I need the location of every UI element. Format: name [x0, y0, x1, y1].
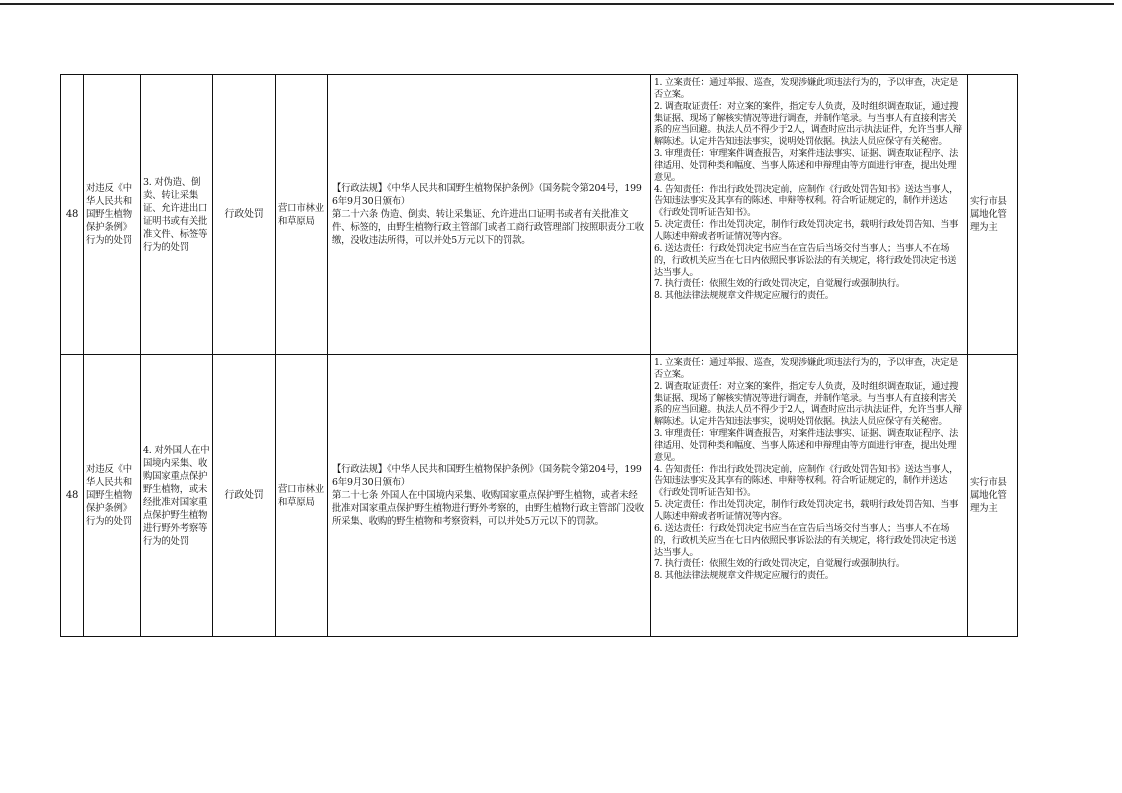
row-number: 48 [61, 355, 84, 637]
sub-item-name: 4. 对外国人在中国境内采集、收购国家重点保护野生植物，或未经批准对国家重点保护野生植物进行野外考察等行为的处罚 [141, 355, 213, 637]
top-rule [0, 3, 1114, 5]
table-row [61, 75, 1018, 355]
power-category: 行政处罚 [213, 355, 276, 637]
responsibility-item: 3. 审理责任：审理案件调查报告，对案件违法事实、证据、调查取证程序、法律适用、处罚种类和幅度、当事人陈述和申辩理由等方面进行审查，提出处理意见。 [654, 428, 959, 463]
responsibility-item: 4. 告知责任：作出行政处罚决定前，应制作《行政处罚告知书》送达当事人，告知违法事实及其享有的陈述、申辩等权利。符合听证规定的，制作并送达《行政处罚听证告知书》。 [654, 463, 959, 499]
power-item-name: 对违反《中华人民共和国野生植物保护条例》行为的处罚 [84, 75, 141, 355]
responsibility-item: 7. 执行责任：依照生效的行政处罚决定，自觉履行或强制执行。 [654, 558, 905, 570]
responsibility-item: 3. 审理责任：审理案件调查报告，对案件违法事实、证据、调查取证程序、法律适用、处罚种类和幅度、当事人陈述和申辩理由等方面进行审查，提出处理意见。 [654, 148, 959, 183]
legal-basis-article: 第二十六条 伪造、倒卖、转让采集证、允许进出口证明书或者有关批准文件、标签的，由野生植物行政主管部门或者工商行政管理部门按照职责分工收缴，没收违法所得，可以并处5万元以下的罚款。 [332, 209, 644, 246]
implementing-department: 营口市林业和草原局 [276, 355, 328, 637]
legal-basis [328, 355, 651, 637]
implementing-department: 营口市林业和草原局 [276, 75, 328, 355]
responsibility-item: 5. 决定责任：作出处罚决定，制作行政处罚决定书，载明行政处罚告知、当事人陈述申辩或者听证情况等内容。 [654, 499, 959, 522]
legal-basis-title: 【行政法规】《中华人民共和国野生植物保护条例》（国务院令第204号，1996年9月30日颁布） [332, 464, 642, 488]
power-list-table [60, 74, 1018, 637]
responsibility-item: 5. 决定责任：作出处罚决定，制作行政处罚决定书，载明行政处罚告知、当事人陈述申辩或者听证情况等内容。 [654, 219, 959, 242]
responsibility-item: 4. 告知责任：作出行政处罚决定前，应制作《行政处罚告知书》送达当事人，告知违法事实及其享有的陈述、申辩等权利。符合听证规定的，制作并送达《行政处罚听证告知书》。 [654, 183, 959, 219]
responsibility-list [651, 355, 968, 637]
responsibility-item: 8. 其他法律法规规章文件规定应履行的责任。 [654, 570, 834, 582]
row-number: 48 [61, 75, 84, 355]
responsibility-item: 6. 送达责任：行政处罚决定书应当在宣告后当场交付当事人；当事人不在场的，行政机关应当在七日内依照民事诉讼法的有关规定，将行政处罚决定书送达当事人。 [654, 522, 957, 558]
sub-item-name: 3. 对伪造、倒卖、转让采集证、允许进出口证明书或有关批准文件、标签等行为的处罚 [141, 75, 213, 355]
remark: 实行市县属地化管理为主 [968, 75, 1018, 355]
responsibility-item: 1. 立案责任：通过举报、巡查，发现涉嫌此项违法行为的，予以审查，决定是否立案。 [654, 357, 959, 380]
responsibility-item: 2. 调查取证责任：对立案的案件，指定专人负责，及时组织调查取证，通过搜集证据、现场了解核实情况等进行调查，并制作笔录。与当事人有直接利害关系的应当回避。执法人员不得少于2人，调查时应出示执法证件，允许当事人辩解陈述。认定并告知违法事实，说明处罚依据。执法人员应保守有关秘密。 [654, 380, 962, 428]
remark: 实行市县属地化管理为主 [968, 355, 1018, 637]
responsibility-item: 6. 送达责任：行政处罚决定书应当在宣告后当场交付当事人；当事人不在场的，行政机关应当在七日内依照民事诉讼法的有关规定，将行政处罚决定书送达当事人。 [654, 242, 957, 278]
power-item-name: 对违反《中华人民共和国野生植物保护条例》行为的处罚 [84, 355, 141, 637]
responsibility-item: 1. 立案责任：通过举报、巡查，发现涉嫌此项违法行为的，予以审查，决定是否立案。 [654, 77, 959, 100]
responsibility-item: 8. 其他法律法规规章文件规定应履行的责任。 [654, 290, 834, 302]
responsibility-list [651, 75, 968, 355]
responsibility-item: 2. 调查取证责任：对立案的案件，指定专人负责，及时组织调查取证，通过搜集证据、现场了解核实情况等进行调查，并制作笔录。与当事人有直接利害关系的应当回避。执法人员不得少于2人，调查时应出示执法证件，允许当事人辩解陈述。认定并告知违法事实，说明处罚依据。执法人员应保守有关秘密。 [654, 100, 962, 148]
legal-basis-article: 第二十七条 外国人在中国境内采集、收购国家重点保护野生植物，或者未经批准对国家重点保护野生植物进行野外考察的，由野生植物行政主管部门没收所采集、收购的野生植物和考察资料，可以并处5万元以下的罚款。 [332, 490, 644, 527]
power-category: 行政处罚 [213, 75, 276, 355]
legal-basis [328, 75, 651, 355]
table-row [61, 355, 1018, 637]
legal-basis-title: 【行政法规】《中华人民共和国野生植物保护条例》（国务院令第204号，1996年9月30日颁布） [332, 183, 642, 207]
responsibility-item: 7. 执行责任：依照生效的行政处罚决定，自觉履行或强制执行。 [654, 278, 905, 290]
